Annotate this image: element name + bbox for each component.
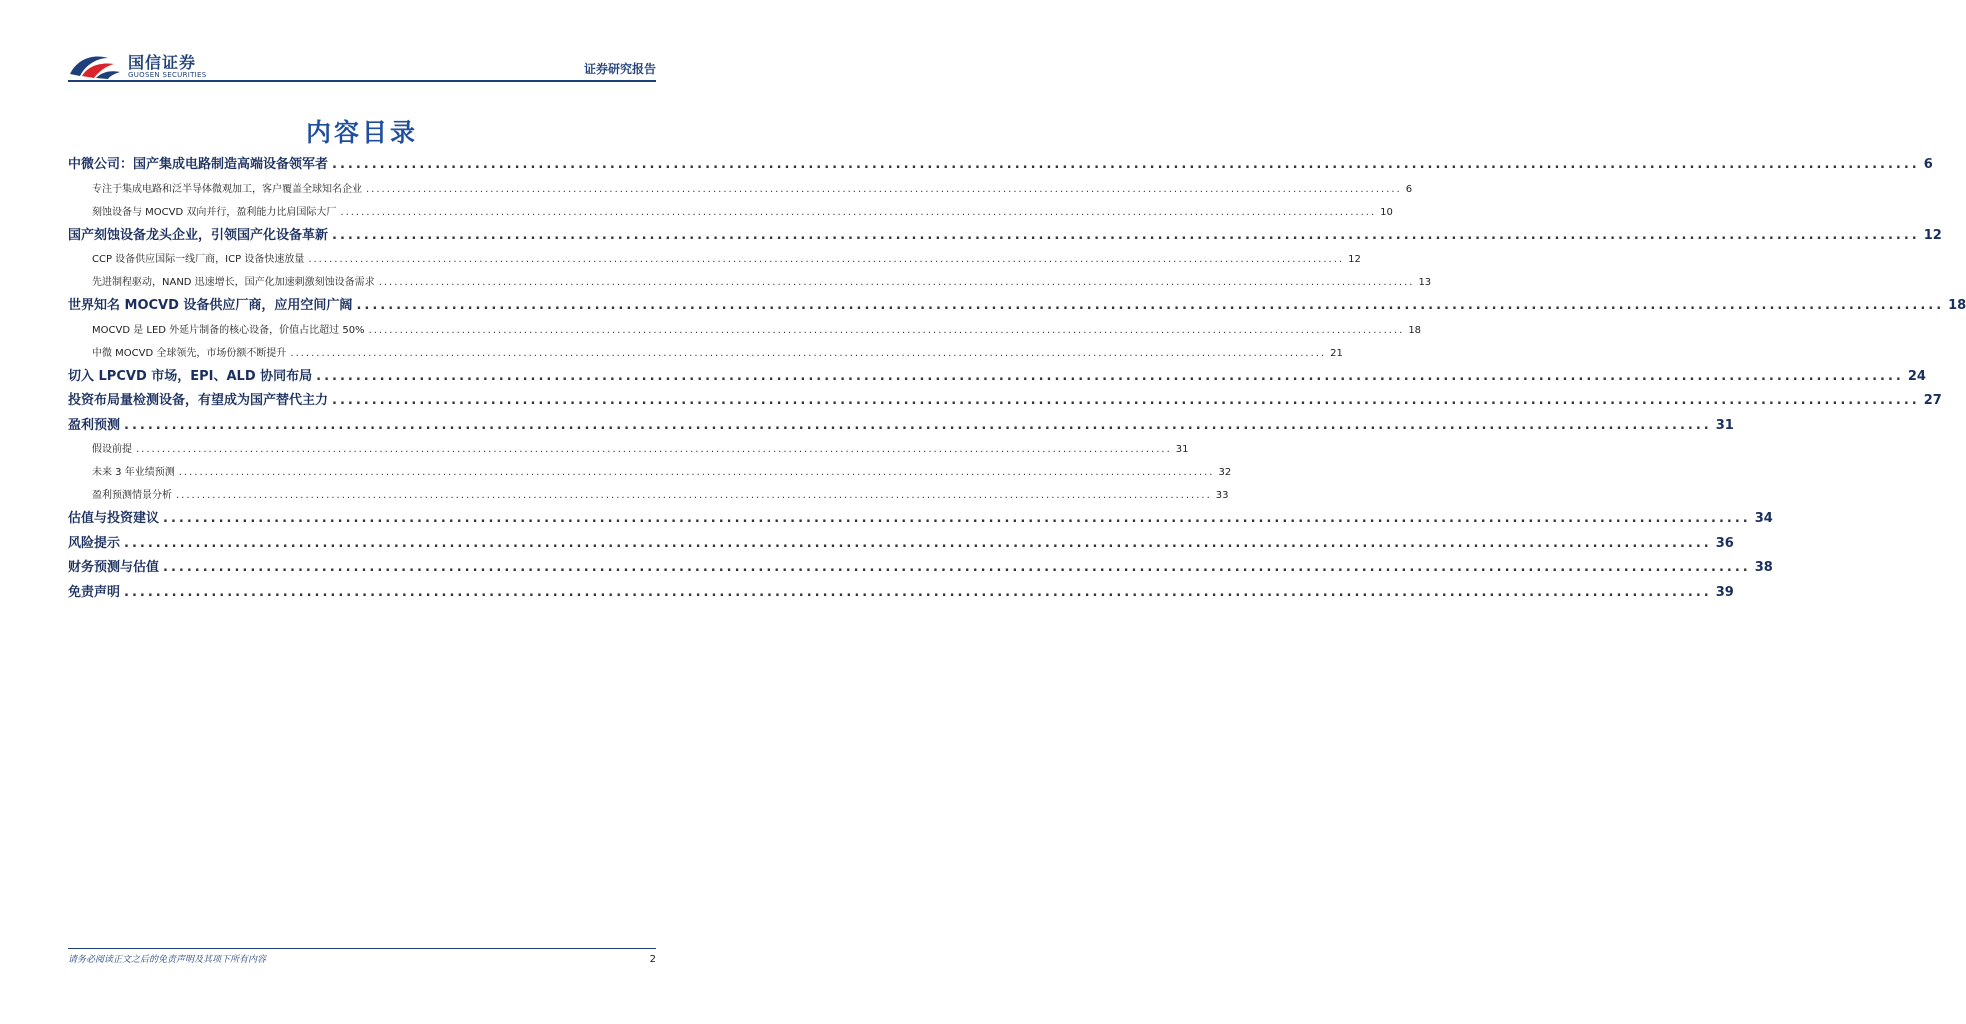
toc-entry-page: 12	[1923, 227, 1942, 243]
toc-entry-page: 34	[1754, 511, 1773, 526]
toc-entry-title: 免责声明	[68, 584, 121, 600]
disclaimer-note: 请务必阅读正文之后的免责声明及其项下所有内容	[68, 955, 267, 965]
toc-entry-page: 39	[1715, 584, 1734, 600]
toc-entry-section[interactable]	[68, 461, 1232, 484]
toc-entry-title: 假设前提	[92, 444, 132, 455]
toc-dot-leader: ........................................................................................................................................................................................................	[178, 467, 1215, 478]
report-type-label: 证券研究报告	[583, 62, 656, 76]
toc-entry-section[interactable]	[68, 342, 1343, 365]
toc-entry-page: 38	[1754, 560, 1773, 575]
table-of-contents	[68, 153, 1966, 605]
toc-entry-page: 36	[1715, 535, 1734, 551]
toc-entry-title: 盈利预测情景分析	[92, 490, 172, 501]
toc-entry-section[interactable]	[68, 438, 1189, 461]
toc-entry-title: 刻蚀设备与 MOCVD 双向并行，盈利能力比肩国际大厂	[92, 206, 337, 218]
toc-dot-leader: ........................................................................................................................................................................................................	[176, 490, 1212, 501]
toc-entry-chapter[interactable]	[68, 581, 1734, 606]
toc-entry-title: 国产刻蚀设备龙头企业，引领国产化设备革新	[68, 227, 329, 243]
toc-entry-title: 未来 3 年业绩预测	[92, 467, 175, 478]
toc-entry-title: 投资布局量检测设备，有望成为国产替代主力	[68, 393, 329, 408]
toc-dot-leader: ........................................................................................................................................................................................................	[332, 393, 1920, 408]
guosen-logo	[68, 50, 208, 84]
toc-dot-leader: ........................................................................................................................................................................................................	[163, 560, 1751, 575]
toc-dot-leader: ........................................................................................................................................................................................................	[356, 298, 1945, 313]
toc-entry-page: 18	[1948, 298, 1966, 313]
toc-entry-chapter[interactable]	[68, 414, 1734, 439]
toc-entry-title: 风险提示	[68, 535, 121, 551]
toc-dot-leader: ........................................................................................................................................................................................................	[332, 227, 1920, 243]
toc-dot-leader: ........................................................................................................................................................................................................	[290, 347, 1327, 359]
toc-dot-leader: ........................................................................................................................................................................................................	[332, 157, 1920, 172]
toc-entry-page: 21	[1330, 347, 1343, 359]
toc-entry-section[interactable]	[68, 271, 1432, 294]
toc-entry-chapter[interactable]	[68, 556, 1773, 581]
toc-title: 内容目录	[305, 118, 418, 147]
toc-entry-title: 财务预测与估值	[68, 560, 160, 575]
toc-entry-chapter[interactable]	[68, 365, 1926, 390]
page-header	[0, 0, 724, 90]
toc-entry-page: 27	[1923, 393, 1942, 408]
toc-entry-section[interactable]	[68, 201, 1393, 224]
logo-chinese-name: 国信证券	[128, 53, 197, 72]
toc-entry-section[interactable]	[68, 319, 1422, 342]
page-number: 2	[649, 954, 656, 965]
toc-entry-chapter[interactable]	[68, 294, 1966, 319]
toc-dot-leader: ........................................................................................................................................................................................................	[378, 277, 1415, 288]
toc-entry-title: 中微 MOCVD 全球领先，市场份额不断提升	[92, 347, 287, 359]
toc-entry-section[interactable]	[68, 484, 1229, 507]
toc-entry-page: 13	[1418, 277, 1432, 288]
toc-entry-title: MOCVD 是 LED 外延片制备的核心设备，价值占比超过 50%	[92, 324, 365, 336]
toc-entry-title: 中微公司：国产集成电路制造高端设备领军者	[68, 157, 329, 172]
toc-entry-chapter[interactable]	[68, 507, 1773, 532]
toc-dot-leader: ........................................................................................................................................................................................................	[368, 324, 1405, 336]
toc-entry-title: CCP 设备供应国际一线厂商，ICP 设备快速放量	[92, 254, 305, 265]
toc-entry-title: 切入 LPCVD 市场，EPI、ALD 协同布局	[68, 368, 313, 384]
toc-entry-page: 31	[1715, 417, 1734, 433]
toc-entry-chapter[interactable]	[68, 224, 1942, 249]
toc-dot-leader: ........................................................................................................................................................................................................	[308, 254, 1345, 265]
toc-dot-leader: ........................................................................................................................................................................................................	[316, 368, 1904, 384]
toc-entry-title: 估值与投资建议	[68, 511, 160, 526]
toc-dot-leader: ........................................................................................................................................................................................................	[124, 417, 1712, 433]
toc-entry-title: 盈利预测	[68, 417, 121, 433]
toc-entry-page: 6	[1405, 183, 1413, 195]
toc-dot-leader: ........................................................................................................................................................................................................	[340, 206, 1377, 218]
logo-english-name: GUOSEN SECURITIES	[128, 71, 207, 79]
toc-entry-title: 先进制程驱动，NAND 迅速增长，国产化加速刺激刻蚀设备需求	[92, 277, 375, 288]
toc-entry-section[interactable]	[68, 178, 1413, 201]
toc-entry-chapter[interactable]	[68, 389, 1942, 414]
toc-entry-page: 6	[1923, 157, 1933, 172]
toc-entry-page: 31	[1175, 444, 1189, 455]
toc-entry-page: 18	[1408, 324, 1422, 336]
footer-divider	[68, 948, 656, 949]
toc-entry-section[interactable]	[68, 248, 1361, 271]
toc-entry-title: 专注于集成电路和泛半导体微观加工，客户覆盖全球知名企业	[92, 183, 362, 195]
toc-entry-chapter[interactable]	[68, 532, 1734, 557]
guosen-logo-icon	[68, 52, 122, 80]
toc-entry-page: 32	[1218, 467, 1232, 478]
toc-dot-leader: ........................................................................................................................................................................................................	[124, 535, 1712, 551]
toc-dot-leader: ........................................................................................................................................................................................................	[136, 444, 1172, 455]
toc-entry-title: 世界知名 MOCVD 设备供应厂商，应用空间广阔	[68, 298, 353, 313]
toc-entry-page: 12	[1348, 254, 1361, 265]
toc-dot-leader: ........................................................................................................................................................................................................	[124, 584, 1712, 600]
toc-entry-chapter[interactable]	[68, 153, 1933, 178]
toc-entry-page: 24	[1907, 368, 1926, 384]
toc-dot-leader: ........................................................................................................................................................................................................	[366, 183, 1402, 195]
toc-entry-page: 10	[1380, 206, 1393, 218]
toc-entry-page: 33	[1215, 490, 1229, 501]
toc-dot-leader: ........................................................................................................................................................................................................	[163, 511, 1751, 526]
header-divider	[68, 80, 656, 82]
